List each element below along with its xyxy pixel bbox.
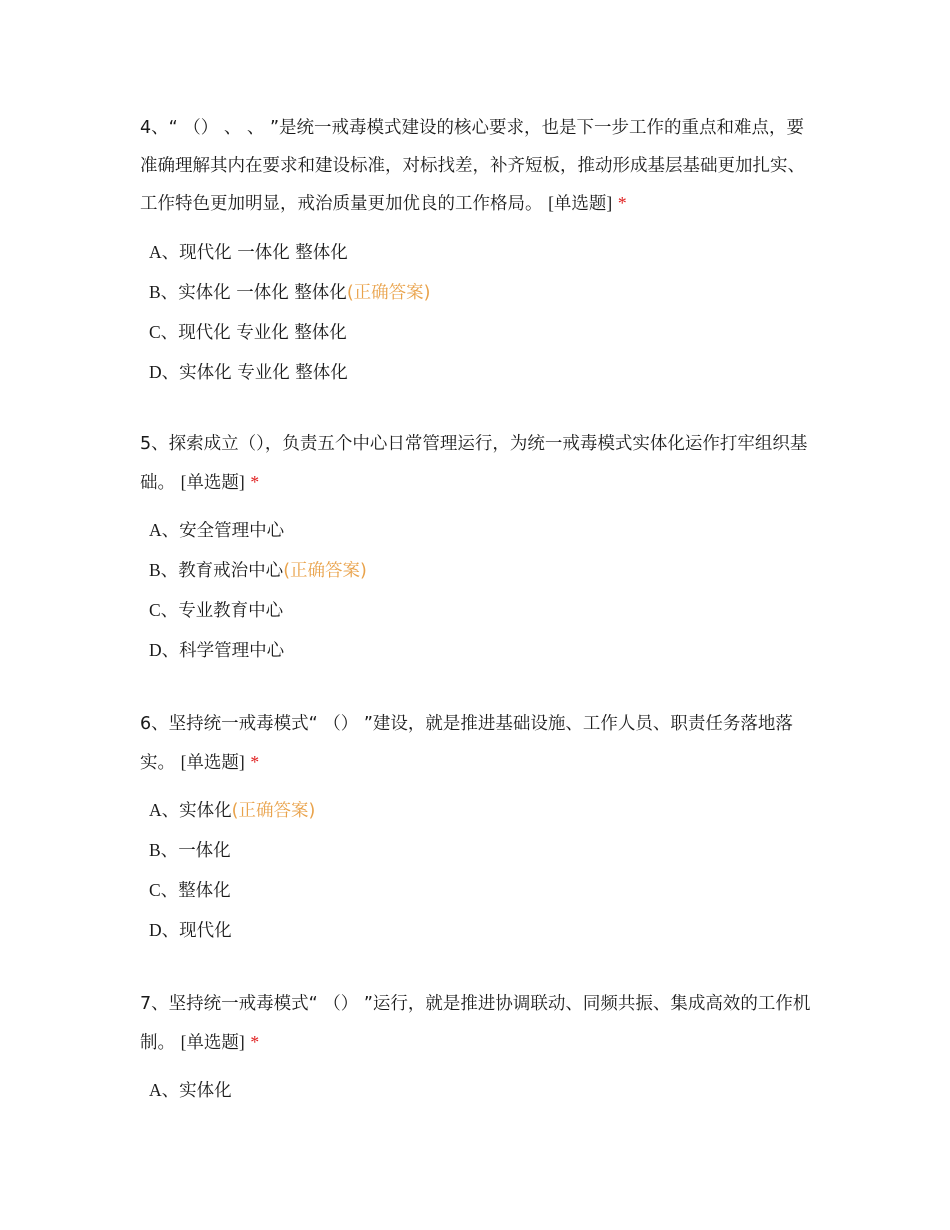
question-text bbox=[140, 706, 820, 782]
option-text: 实体化 bbox=[179, 1081, 232, 1101]
required-marker: * bbox=[250, 751, 260, 772]
option-letter: B、 bbox=[149, 560, 179, 580]
question-5 bbox=[140, 426, 820, 670]
option-letter: B、 bbox=[149, 281, 179, 302]
option-letter: D、 bbox=[149, 361, 180, 382]
option-a bbox=[149, 510, 820, 550]
question-type-tag: [单选题] bbox=[180, 1031, 245, 1052]
option-a bbox=[149, 790, 820, 830]
required-marker: * bbox=[250, 471, 260, 492]
option-text: 一体化 bbox=[178, 841, 231, 861]
option-letter: A、 bbox=[149, 1080, 180, 1100]
question-stem: 6、坚持统一戒毒模式“ （） ”建设，就是推进基础设施、工作人员、职责任务落地落实。 bbox=[140, 714, 793, 773]
option-text: 整体化 bbox=[178, 881, 231, 901]
correct-answer-label: (正确答案) bbox=[346, 282, 431, 303]
option-letter: C、 bbox=[149, 600, 179, 620]
option-c bbox=[149, 590, 820, 630]
option-text: 现代化 一体化 整体化 bbox=[179, 242, 348, 263]
option-letter: A、 bbox=[149, 800, 180, 820]
option-text: 教育戒治中心 bbox=[178, 561, 284, 581]
required-marker: * bbox=[617, 193, 627, 213]
option-d bbox=[149, 910, 820, 950]
question-6 bbox=[140, 706, 820, 950]
question-type-tag: [单选题] bbox=[180, 751, 245, 772]
option-a bbox=[149, 1070, 820, 1110]
question-4 bbox=[140, 110, 820, 392]
option-list bbox=[149, 232, 820, 392]
option-letter: D、 bbox=[149, 640, 180, 660]
question-text bbox=[140, 426, 820, 502]
option-text: 专业教育中心 bbox=[178, 601, 284, 621]
option-text: 安全管理中心 bbox=[179, 521, 285, 541]
option-d bbox=[149, 352, 820, 392]
option-list bbox=[149, 510, 820, 670]
option-letter: B、 bbox=[149, 840, 179, 860]
option-a bbox=[149, 232, 820, 272]
question-text bbox=[140, 986, 820, 1062]
option-letter: C、 bbox=[149, 321, 179, 342]
option-text: 实体化 专业化 整体化 bbox=[179, 362, 348, 383]
option-text: 现代化 bbox=[179, 921, 232, 941]
option-d bbox=[149, 630, 820, 670]
option-letter: C、 bbox=[149, 880, 179, 900]
option-list bbox=[149, 1070, 820, 1110]
option-text: 实体化 bbox=[179, 801, 232, 821]
option-text: 现代化 专业化 整体化 bbox=[178, 322, 347, 343]
option-text: 实体化 一体化 整体化 bbox=[178, 282, 347, 303]
option-c bbox=[149, 312, 820, 352]
correct-answer-label: (正确答案) bbox=[283, 561, 367, 581]
option-letter: D、 bbox=[149, 920, 180, 940]
question-type-tag: [单选题] bbox=[180, 471, 245, 492]
question-type-tag: [单选题] bbox=[548, 193, 613, 213]
question-stem: 4、“ （） 、 、 ”是统一戒毒模式建设的核心要求，也是下一步工作的重点和难点，要准确理解其内在要求和建设标准，对标找差，补齐短板，推动形成基层基础更加扎实、工作特色更加明显，戒治质量更加优良的工作格局。 bbox=[140, 118, 805, 214]
question-text bbox=[140, 110, 820, 224]
option-list bbox=[149, 790, 820, 950]
option-text: 科学管理中心 bbox=[179, 641, 285, 661]
option-b bbox=[149, 830, 820, 870]
option-letter: A、 bbox=[149, 520, 180, 540]
option-letter: A、 bbox=[149, 241, 180, 262]
option-b bbox=[149, 272, 820, 312]
question-7 bbox=[140, 986, 820, 1110]
option-c bbox=[149, 870, 820, 910]
question-stem: 5、探索成立（），负责五个中心日常管理运行，为统一戒毒模式实体化运作打牢组织基础。 bbox=[140, 434, 808, 493]
option-b bbox=[149, 550, 820, 590]
correct-answer-label: (正确答案) bbox=[231, 801, 316, 821]
question-stem: 7、坚持统一戒毒模式“ （） ”运行，就是推进协调联动、同频共振、集成高效的工作机制。 bbox=[140, 994, 811, 1053]
required-marker: * bbox=[250, 1031, 260, 1052]
